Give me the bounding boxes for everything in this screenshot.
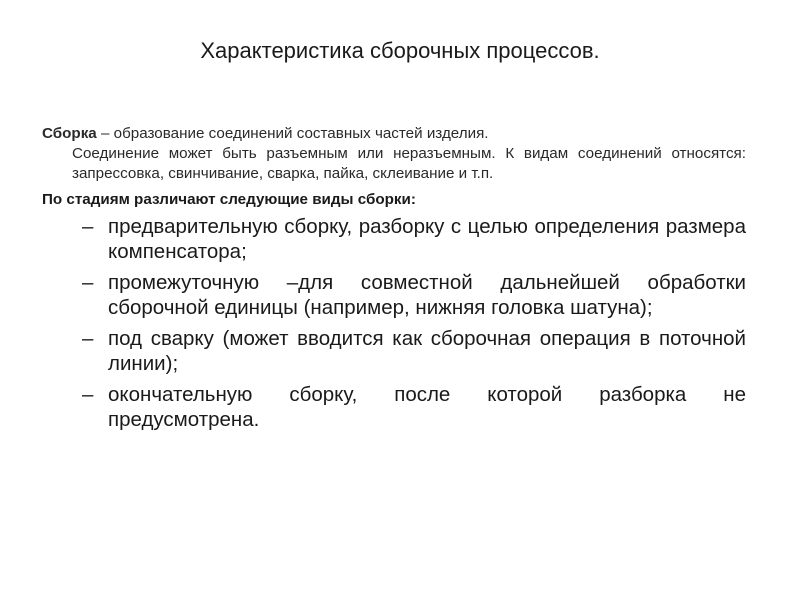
list-item: [42, 326, 746, 376]
list-item: [42, 382, 746, 432]
slide-title: Характеристика сборочных процессов.: [200, 38, 600, 63]
list-item: [42, 214, 746, 264]
definition-continuation: Соединение может быть разъемным или неразъемным. К видам соединений относятся: запрессовка, свинчивание, сварка, пайка, склеивание и т.п.: [72, 145, 746, 182]
list-item: [42, 270, 746, 320]
list-item-text: окончательную сборку, после которой разборка не предусмотрена.: [108, 383, 746, 431]
stages-lead: По стадиям различают следующие виды сборки:: [42, 191, 416, 208]
dash-bullet-icon: –: [82, 383, 94, 406]
definition-paragraph: [42, 124, 746, 184]
dash-bullet-icon: –: [82, 271, 94, 294]
stage-list: [42, 214, 746, 432]
dash-bullet-icon: –: [82, 327, 94, 350]
slide-content: [42, 124, 746, 438]
list-item-text: предварительную сборку, разборку с целью определения размера компенсатора;: [108, 215, 746, 263]
definition-first-line: – образование соединений составных частей изделия.: [96, 125, 489, 142]
list-item-text: промежуточную –для совместной дальнейшей обработки сборочной единицы (например, нижняя головка шатуна);: [108, 271, 746, 319]
list-item-text: под сварку (может вводится как сборочная операция в поточной линии);: [108, 327, 746, 375]
definition-term: Сборка: [42, 125, 97, 142]
dash-bullet-icon: –: [82, 215, 94, 238]
